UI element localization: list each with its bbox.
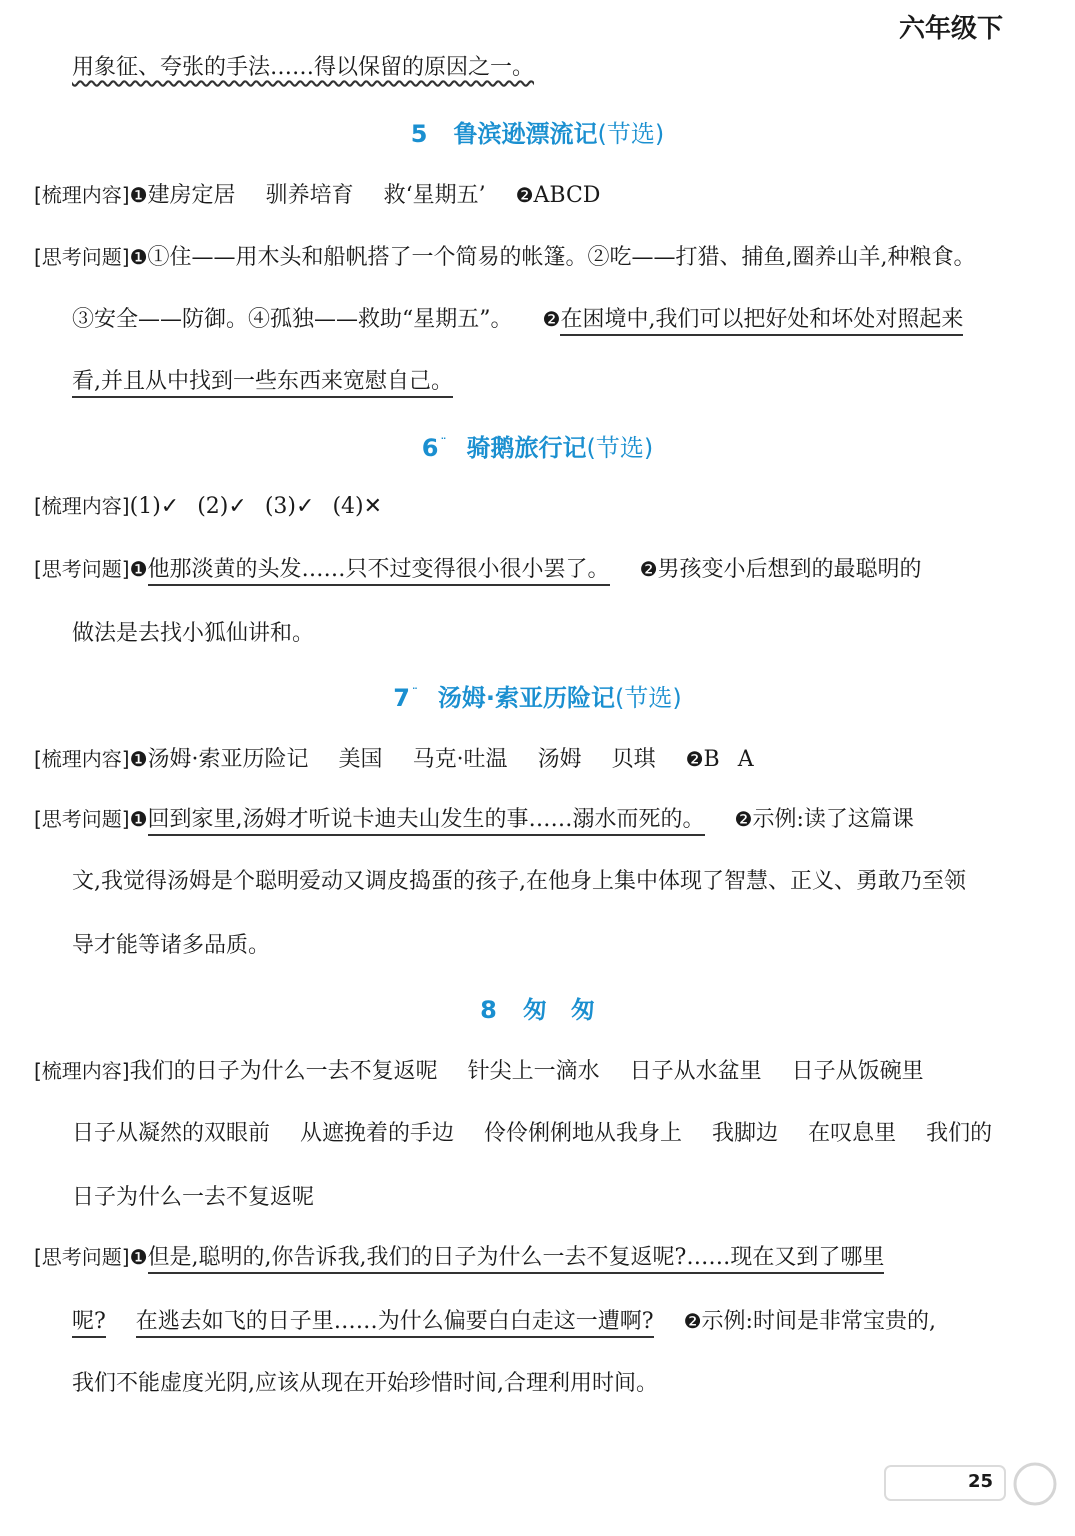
think-line-7-3 xyxy=(72,928,270,959)
think-line-8-3 xyxy=(72,1366,658,1397)
answer-item: A xyxy=(737,747,754,772)
answer-item: 针尖上一滴水 xyxy=(467,1059,600,1084)
mark-1: ❶ xyxy=(129,245,148,269)
answer-text-underlined: 在困境中,我们可以把好处和坏处对照起来 xyxy=(560,307,963,336)
section-title-8 xyxy=(0,990,1075,1025)
answer-item: 日子从饭碗里 xyxy=(791,1059,924,1084)
answer-item: 驯养培育 xyxy=(265,183,354,208)
section-number: 5 xyxy=(410,120,428,148)
sort-line-8-1 xyxy=(34,1054,924,1085)
think-label: [思考问题] xyxy=(34,807,130,831)
mark-2: ❷ xyxy=(515,183,534,207)
sort-line-6 xyxy=(34,490,382,519)
mark-1: ❶ xyxy=(129,1245,148,1269)
mark-2: ❷ xyxy=(542,307,561,331)
answer-item: 贝琪 xyxy=(611,747,656,772)
answer-item: 日子从水盆里 xyxy=(629,1059,762,1084)
answer-text: ①住——用木头和船帆搭了一个简易的帐篷。②吃——打猎、捕鱼,圈养山羊,种粮食。 xyxy=(147,245,976,270)
sort-label: [梳理内容] xyxy=(34,494,130,518)
answer-text: 文,我觉得汤姆是个聪明爱动又调皮捣蛋的孩子,在他身上集中体现了智慧、正义、勇敢乃至领 xyxy=(72,869,966,894)
answer-text: 示例:读了这篇课 xyxy=(752,807,914,832)
answer-item: 日子从凝然的双眼前 xyxy=(72,1121,271,1146)
answer-item: 日子为什么一去不复返呢 xyxy=(72,1185,315,1210)
think-line-6-1 xyxy=(34,552,922,583)
mark-2: ❷ xyxy=(685,747,704,771)
answer-item: 我脚边 xyxy=(712,1121,779,1146)
answer-item: 救‘星期五’ xyxy=(383,183,486,208)
answer-text-underlined: 看,并且从中找到一些东西来宽慰自己。 xyxy=(72,369,453,398)
watermark-circle xyxy=(1015,1464,1055,1504)
mark-2: ❷ xyxy=(734,807,753,831)
answer-item: (4)✕ xyxy=(332,494,383,519)
think-line-6-2 xyxy=(72,616,314,647)
answer-text-underlined: 在逃去如飞的日子里……为什么偏要白白走这一遭啊? xyxy=(136,1309,654,1338)
answer-item: 从遮挽着的手边 xyxy=(300,1121,455,1146)
answer-item: 我们的 xyxy=(926,1121,993,1146)
answer-item: (1)✓ xyxy=(129,494,180,519)
answer-item: 汤姆·索亚历险记 xyxy=(147,747,309,772)
intro-line xyxy=(72,50,534,81)
sort-line-8-3 xyxy=(72,1180,314,1211)
section-number: 6 xyxy=(421,434,439,462)
answer-item: 我们的日子为什么一去不复返呢 xyxy=(129,1059,438,1084)
think-line-5-1 xyxy=(34,240,976,271)
think-line-5-2 xyxy=(72,302,963,333)
answer-item: 汤姆 xyxy=(537,747,582,772)
mark-1: ❶ xyxy=(129,747,148,771)
answer-item: 伶伶俐俐地从我身上 xyxy=(484,1121,683,1146)
answer-item: (3)✓ xyxy=(264,494,315,519)
watermark-box xyxy=(885,1466,1005,1500)
think-line-5-3 xyxy=(72,364,453,395)
think-line-7-2 xyxy=(72,864,966,895)
answer-text: 做法是去找小狐仙讲和。 xyxy=(72,621,315,646)
watermark-logo xyxy=(875,1460,1065,1530)
answer-text-underlined: 呢? xyxy=(72,1309,106,1338)
answer-text: 示例:时间是非常宝贵的, xyxy=(701,1309,936,1334)
answer-item: 在叹息里 xyxy=(808,1121,897,1146)
mark-2: ❷ xyxy=(683,1309,702,1333)
mark-1: ❶ xyxy=(129,807,148,831)
intro-text: 用象征、夸张的手法……得以保留的原因之一。 xyxy=(72,55,535,80)
section-title-7: 7 ¨ 汤姆·索亚历险记(节选) xyxy=(393,684,682,712)
section-suffix: (节选) xyxy=(586,434,654,462)
think-label: [思考问题] xyxy=(34,245,130,269)
answer-text-underlined: 但是,聪明的,你告诉我,我们的日子为什么一去不复返呢?……现在又到了哪里 xyxy=(148,1245,885,1274)
mark-1: ❶ xyxy=(129,183,148,207)
section-title-6: 6 ¨ 骑鹅旅行记(节选) xyxy=(421,434,654,462)
think-label: [思考问题] xyxy=(34,557,130,581)
section-number: 7 xyxy=(393,684,410,712)
section-suffix: (节选) xyxy=(615,684,682,712)
section-name: 骑鹅旅行记 xyxy=(466,434,587,462)
section-title-5 xyxy=(0,114,1075,149)
answer-item: (2)✓ xyxy=(197,494,247,519)
mark-1: ❶ xyxy=(129,557,148,581)
sort-label: [梳理内容] xyxy=(34,183,130,207)
answer-text-underlined: 回到家里,汤姆才听说卡迪夫山发生的事……溺水而死的。 xyxy=(148,807,705,836)
answer-item: ABCD xyxy=(533,183,601,208)
answer-item: B xyxy=(703,747,720,772)
think-line-8-2 xyxy=(72,1304,936,1335)
answer-text: 男孩变小后想到的最聪明的 xyxy=(657,557,922,582)
answer-text: 我们不能虚度光阴,应该从现在开始珍惜时间,合理利用时间。 xyxy=(72,1371,658,1396)
answer-text: 导才能等诸多品质。 xyxy=(72,933,271,958)
section-name: 匆 匆 xyxy=(522,996,595,1024)
sort-label: [梳理内容] xyxy=(34,1059,130,1083)
sort-line-7 xyxy=(34,742,754,773)
think-line-8-1 xyxy=(34,1240,884,1271)
sort-line-5 xyxy=(34,178,600,209)
section-suffix: (节选) xyxy=(597,120,665,148)
section-name: 鲁滨逊漂流记 xyxy=(453,120,598,148)
answer-item: 美国 xyxy=(338,747,383,772)
answer-item: 马克·吐温 xyxy=(412,747,508,772)
answer-text: ③安全——防御。④孤独——救助“星期五”。 xyxy=(72,307,513,332)
page-number: 25 xyxy=(967,1471,993,1492)
think-line-7-1 xyxy=(34,802,914,833)
sort-label: [梳理内容] xyxy=(34,747,130,771)
sort-line-8-2 xyxy=(72,1116,992,1147)
mark-2: ❷ xyxy=(639,557,658,581)
think-label: [思考问题] xyxy=(34,1245,130,1269)
section-number: 8 xyxy=(480,996,497,1024)
answer-item: 建房定居 xyxy=(147,183,236,208)
section-name: 汤姆·索亚历险记 xyxy=(437,684,616,712)
answer-text-underlined: 他那淡黄的头发……只不过变得很小很小罢了。 xyxy=(148,557,610,586)
grade-label: 六年级下 xyxy=(898,14,1003,44)
